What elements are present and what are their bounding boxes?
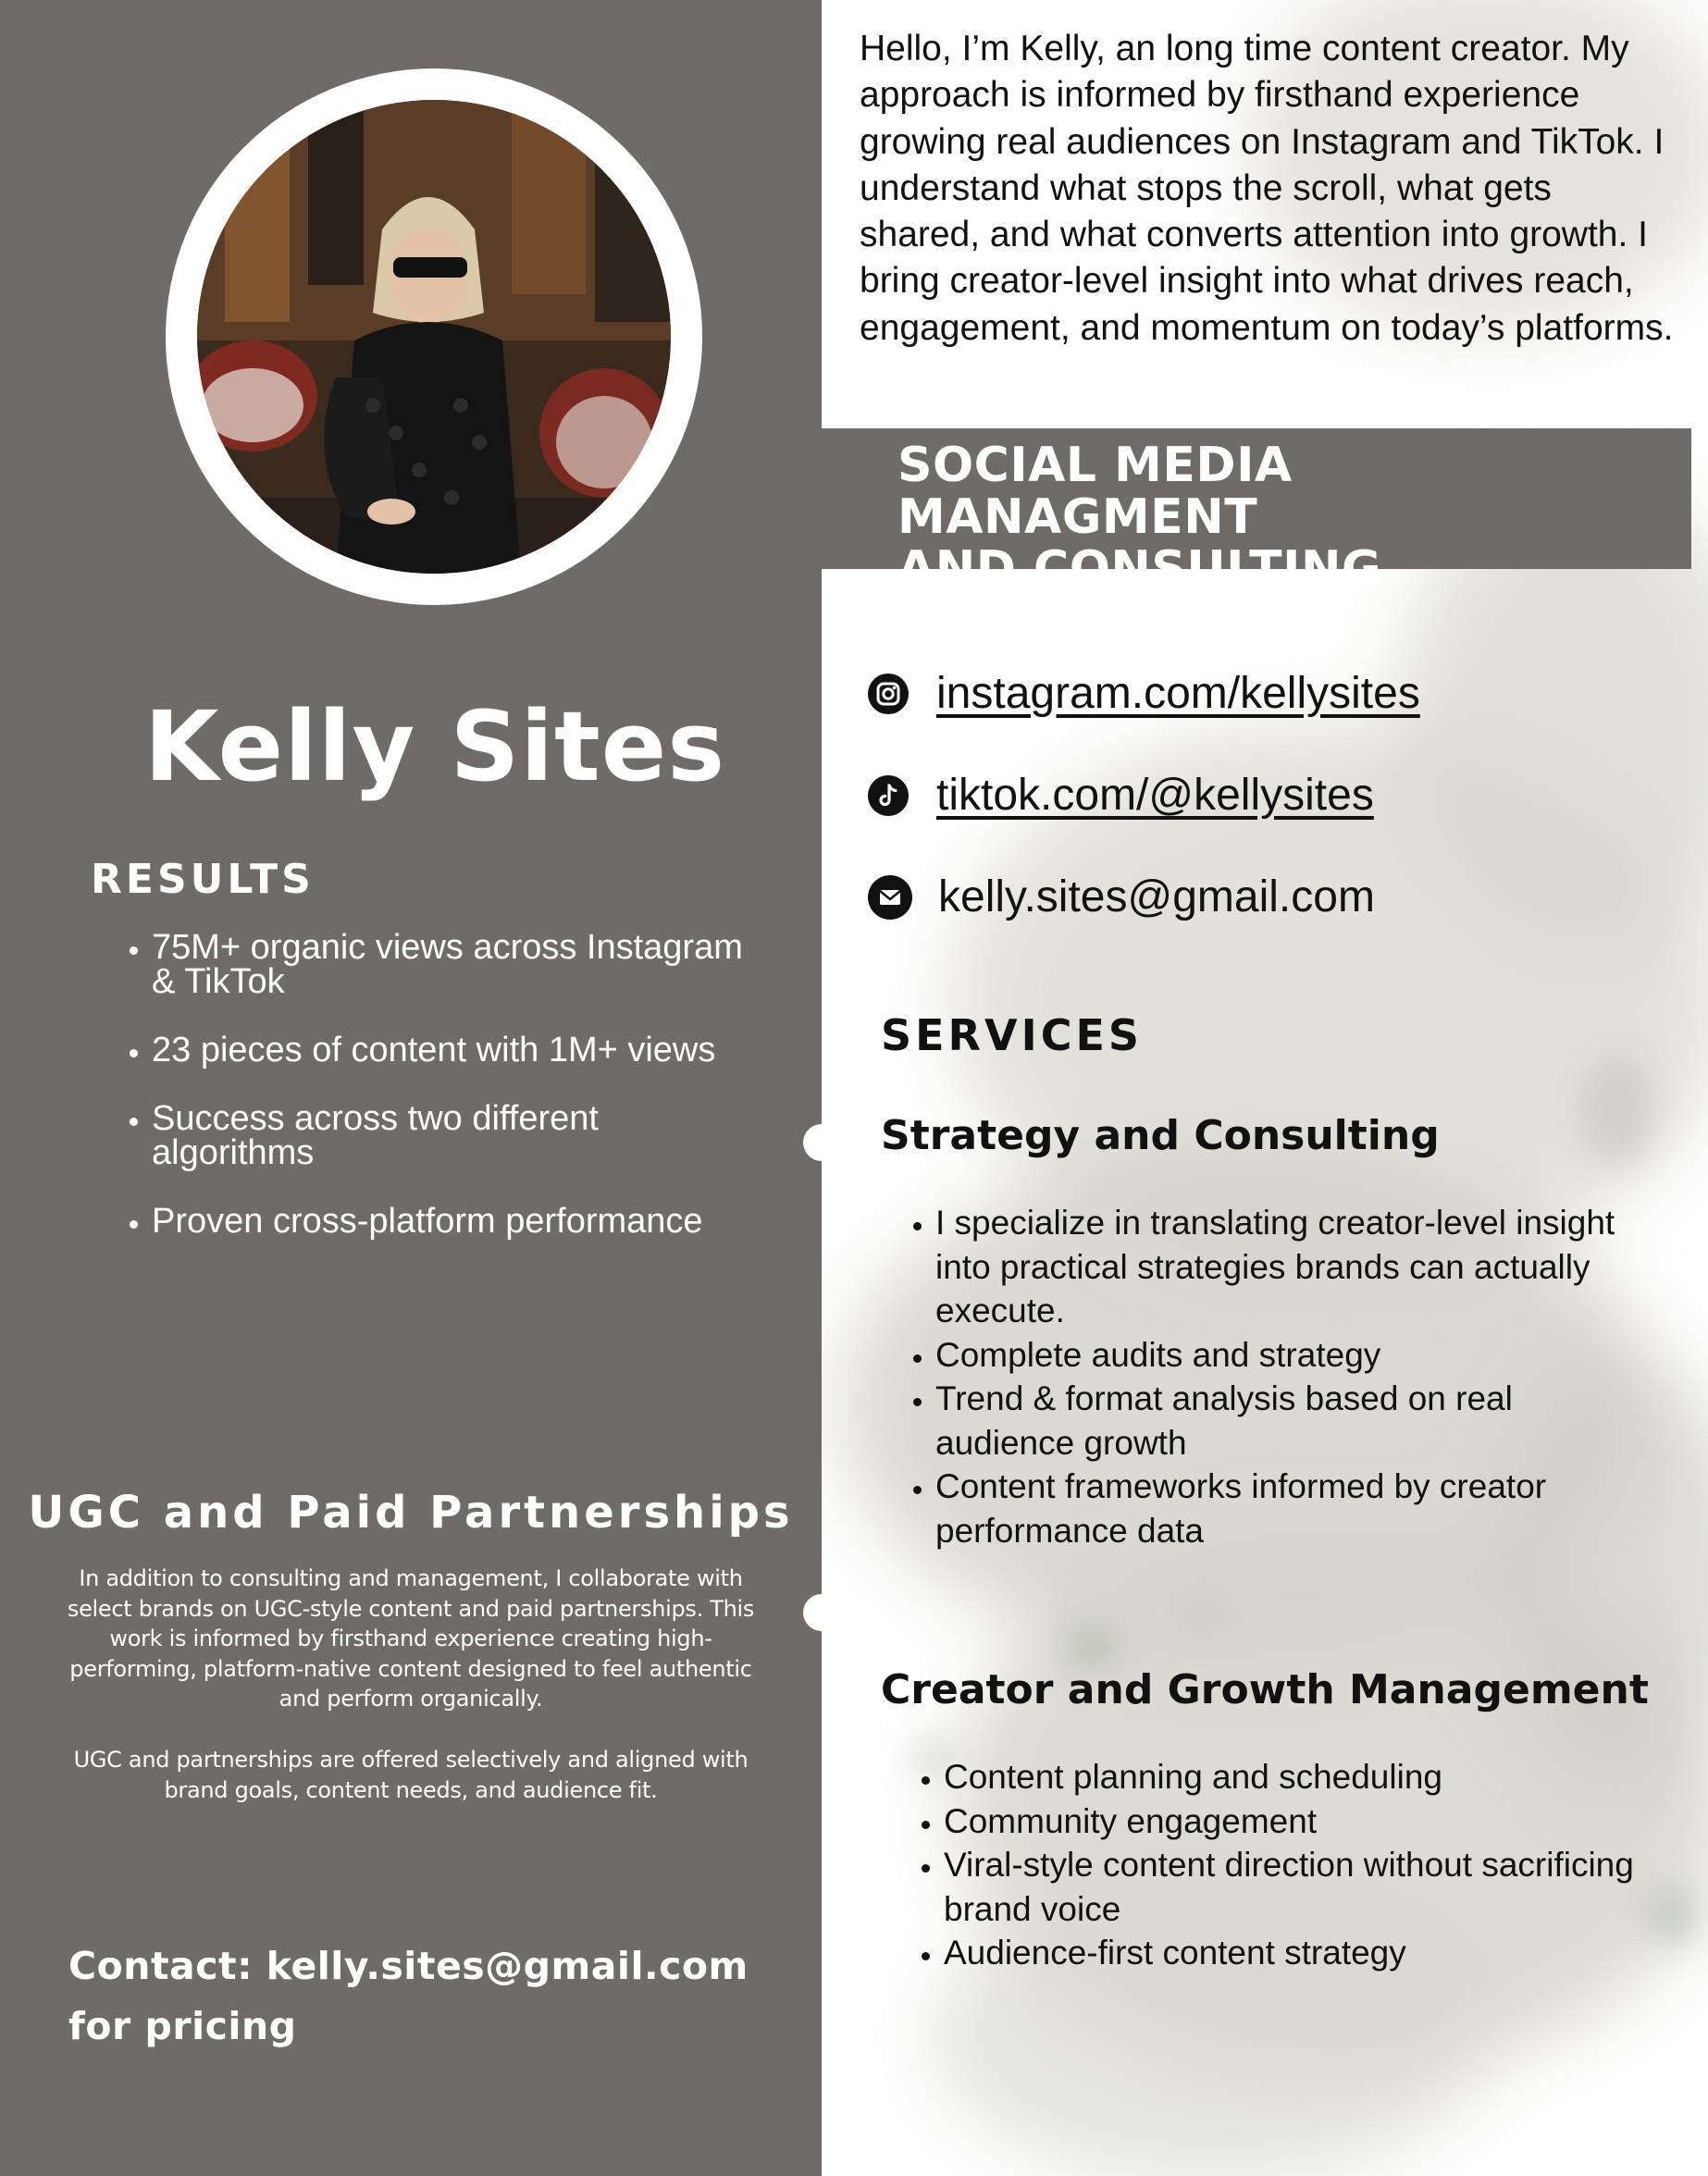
profile-photo (197, 100, 671, 574)
instagram-link[interactable]: instagram.com/kellysites (936, 669, 1420, 718)
strategy-heading: Strategy and Consulting (881, 1112, 1440, 1159)
ugc-heading: UGC and Paid Partnerships (28, 1487, 794, 1539)
results-heading: RESULTS (91, 856, 315, 903)
profile-name: Kelly Sites (143, 690, 726, 803)
strategy-item: • Complete audits and strategy (935, 1333, 1639, 1378)
profile-photo-illustration (197, 100, 671, 574)
panel-connector-dot (803, 1594, 840, 1631)
growth-item: • Content planning and scheduling (944, 1755, 1647, 1799)
ugc-paragraph: UGC and partnerships are offered selectively and aligned with brand goals, content needs, and audience fit. (73, 1747, 749, 1803)
tiktok-icon (868, 775, 909, 816)
contact-pricing-line: for pricing (68, 2004, 297, 2048)
banner-title (897, 439, 1656, 595)
results-list (89, 928, 762, 1273)
strategy-item: • Content frameworks informed by creator performance data (935, 1465, 1639, 1552)
strategy-list (893, 1201, 1639, 1552)
growth-item: • Audience-first content strategy (944, 1931, 1647, 1975)
results-item: • 75M+ organic views across Instagram & TikTok (152, 931, 762, 999)
banner-title-line: SOCIAL MEDIA MANAGMENT (897, 438, 1293, 545)
social-row-tiktok (868, 768, 1374, 823)
panel-connector-dot (803, 1124, 840, 1161)
ugc-paragraph: In addition to consulting and management, I collaborate with select brands on UGC-style content and paid partnerships. This work is informed by firsthand experience creating high-performing, platform-native content designed to feel authentic and perform organically. (67, 1565, 755, 1712)
social-row-instagram (868, 666, 1420, 722)
email-icon (868, 875, 912, 920)
growth-heading: Creator and Growth Management (881, 1666, 1649, 1713)
intro-paragraph: Hello, I’m Kelly, an long time content creator. My approach is informed by firsthand experience growing real audiences on Instagram and TikTok. I understand what stops the scroll, what gets shared, and what converts attention into growth. I bring creator-level insight into what drives reach, engagement, and momentum on today’s platforms. (860, 29, 1674, 348)
strategy-item: • I specialize in translating creator-level insight into practical strategies brands can actually execute. (935, 1201, 1639, 1333)
services-heading: SERVICES (881, 1010, 1144, 1060)
banner-title-line: AND CONSULTING (897, 541, 1382, 597)
results-item: • Success across two different algorithms (152, 1102, 762, 1170)
social-row-email (868, 870, 1375, 925)
strategy-item: • Trend & format analysis based on real audience growth (935, 1377, 1639, 1465)
tiktok-link[interactable]: tiktok.com/@kellysites (936, 771, 1374, 820)
growth-item: • Viral-style content direction without sacrificing brand voice (944, 1843, 1647, 1931)
contact-pricing-line: Contact: kelly.sites@gmail.com (68, 1944, 749, 1988)
results-item: • Proven cross-platform performance (152, 1205, 762, 1239)
growth-item: • Community engagement (944, 1799, 1647, 1844)
email-address[interactable]: kelly.sites@gmail.com (938, 872, 1375, 921)
growth-list (901, 1755, 1647, 1975)
results-item: • 23 pieces of content with 1M+ views (152, 1033, 762, 1068)
instagram-icon (868, 674, 909, 714)
